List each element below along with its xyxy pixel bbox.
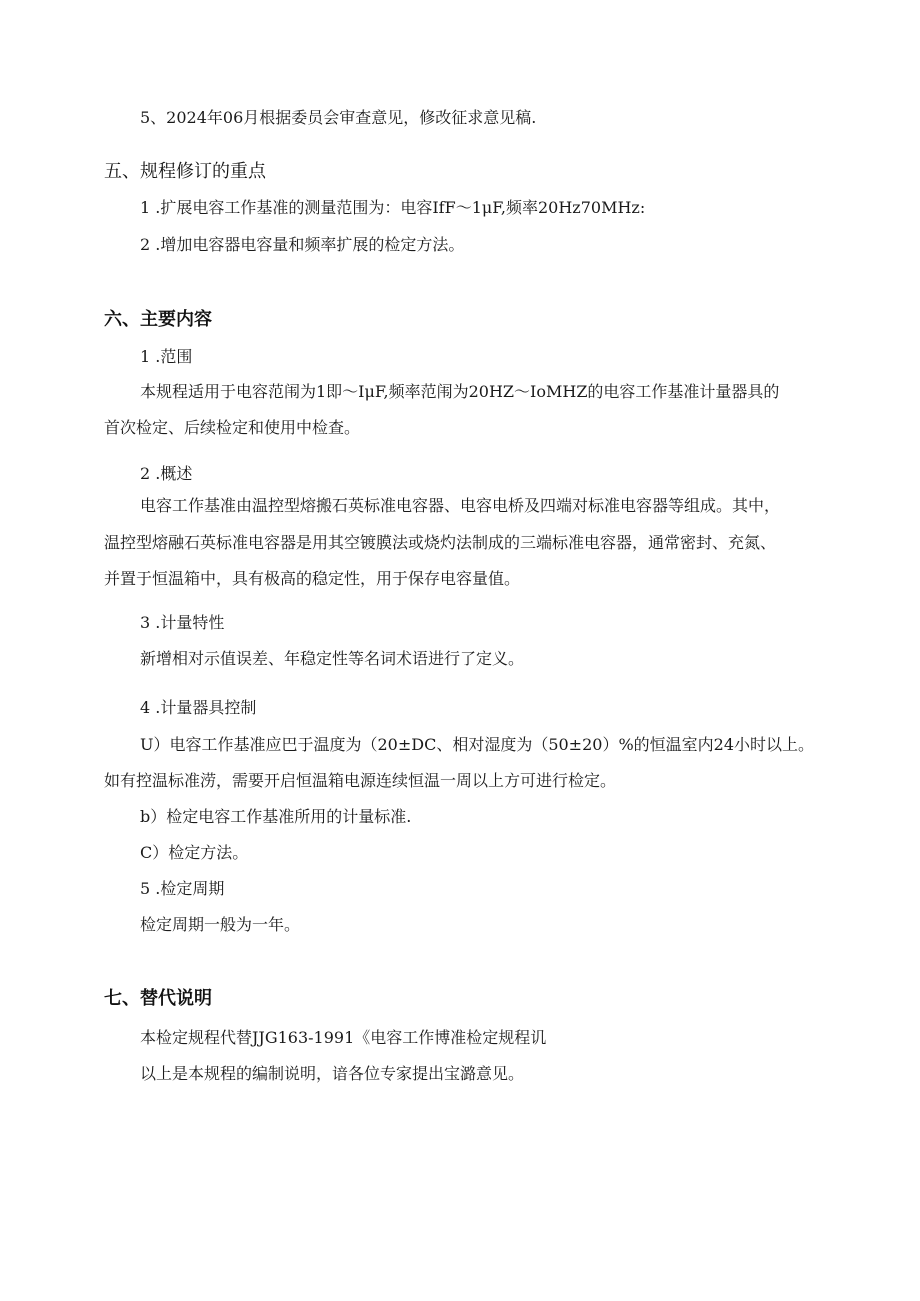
subsection-control-title: 4 .计量器具控制 xyxy=(140,698,257,717)
section-heading-5: 五、规程修订的重点 xyxy=(104,161,266,182)
section-heading-6: 六、主要内容 xyxy=(104,309,212,330)
replacement-text-line-2: 以上是本规程的编制说明，谙各位专家提出宝潞意见。 xyxy=(140,1064,525,1083)
overview-text-line-3: 并置于恒温箱中，具有极高的稳定性，用于保存电容量值。 xyxy=(104,569,521,588)
paragraph-revision-step-5: 5、2024年06月根据委员会审查意见，修改征求意见稿. xyxy=(140,108,537,127)
control-item-a-line-1: U）电容工作基准应巴于温度为（20±DC、相对湿度为（50±20）%的恒温室内24小时以上。 xyxy=(140,735,815,754)
subsection-overview-title: 2 .概述 xyxy=(140,464,193,483)
overview-text-line-2: 温控型熔融石英标准电容器是用其空镀膜法或烧灼法制成的三端标准电容器，通常密封、充氮、 xyxy=(104,533,777,552)
revision-point-1: 1 .扩展电容工作基准的测量范围为：电容IfF～1μF,频率20Hz70MHz: xyxy=(140,198,646,217)
control-item-b: b）检定电容工作基准所用的计量标准. xyxy=(140,807,412,826)
section-heading-7: 七、替代说明 xyxy=(104,988,212,1009)
period-text: 检定周期一般为一年。 xyxy=(140,915,301,934)
subsection-scope-title: 1 .范围 xyxy=(140,347,193,366)
revision-point-2: 2 .增加电容器电容量和频率扩展的检定方法。 xyxy=(140,235,465,254)
scope-text-line-2: 首次检定、后续检定和使用中检查。 xyxy=(104,418,361,437)
characteristics-text: 新增相对示值误差、年稳定性等名词术语进行了定义。 xyxy=(140,649,525,668)
overview-text-line-1: 电容工作基准由温控型熔搬石英标准电容器、电容电桥及四端对标准电容器等组成。其中， xyxy=(140,496,781,515)
subsection-characteristics-title: 3 .计量特性 xyxy=(140,613,225,632)
subsection-period-title: 5 .检定周期 xyxy=(140,879,225,898)
control-item-c: C）检定方法。 xyxy=(140,843,249,862)
scope-text-line-1: 本规程适用于电容范闱为1即～IμF,频率范闱为20HZ～IoMHZ的电容工作基准计量器具的 xyxy=(140,382,780,401)
replacement-text-line-1: 本检定规程代替JJG163-1991《电容工作博准检定规程讥 xyxy=(140,1028,547,1047)
control-item-a-line-2: 如有控温标准涝，需要开启恒温箱电源连续恒温一周以上方可进行检定。 xyxy=(104,771,617,790)
